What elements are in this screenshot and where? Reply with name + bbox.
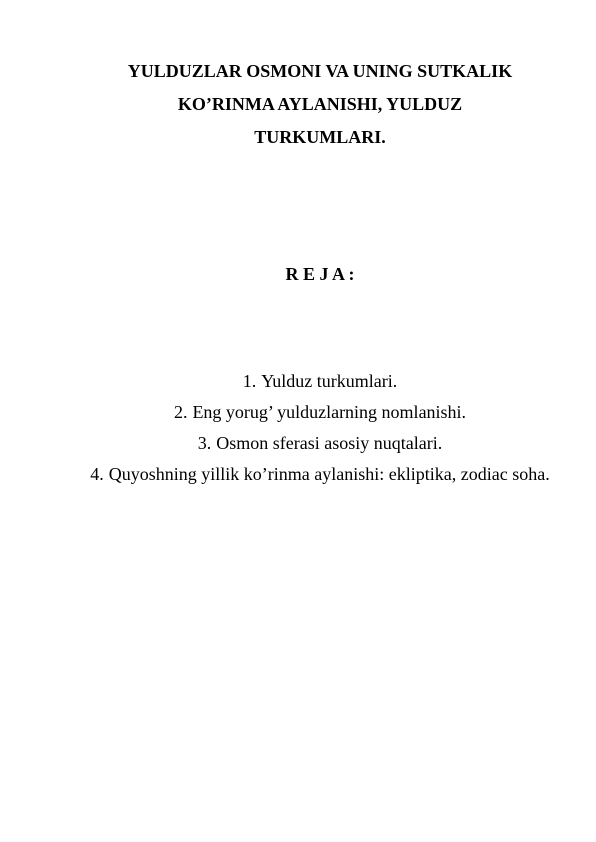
plan-list [60,366,580,490]
plan-item-text: Quyoshning yillik ko’rinma aylanishi: ekliptika, zodiac soha. [108,464,550,484]
plan-item [60,459,580,490]
plan-item-text: Yulduz turkumlari. [261,371,398,391]
plan-heading: R E J A : [285,264,355,284]
plan-item-number: 3. [197,433,212,453]
title-line: TURKUMLARI. [254,127,386,147]
title-line: YULDUZLAR OSMONI VA UNING SUTKALIK [127,61,513,81]
plan-item-number: 4. [90,464,104,484]
plan-item [60,428,580,459]
document-title [60,55,580,154]
plan-item-number: 1. [242,371,257,391]
plan-item-text: Eng yorug’ yulduzlarning nomlanishi. [192,402,467,422]
plan-item-number: 2. [173,402,188,422]
plan-item-text: Osmon sferasi asosiy nuqtalari. [216,433,443,453]
plan-item [60,397,580,428]
plan-item [60,366,580,397]
title-line: KO’RINMA AYLANISHI, YULDUZ [177,94,463,114]
